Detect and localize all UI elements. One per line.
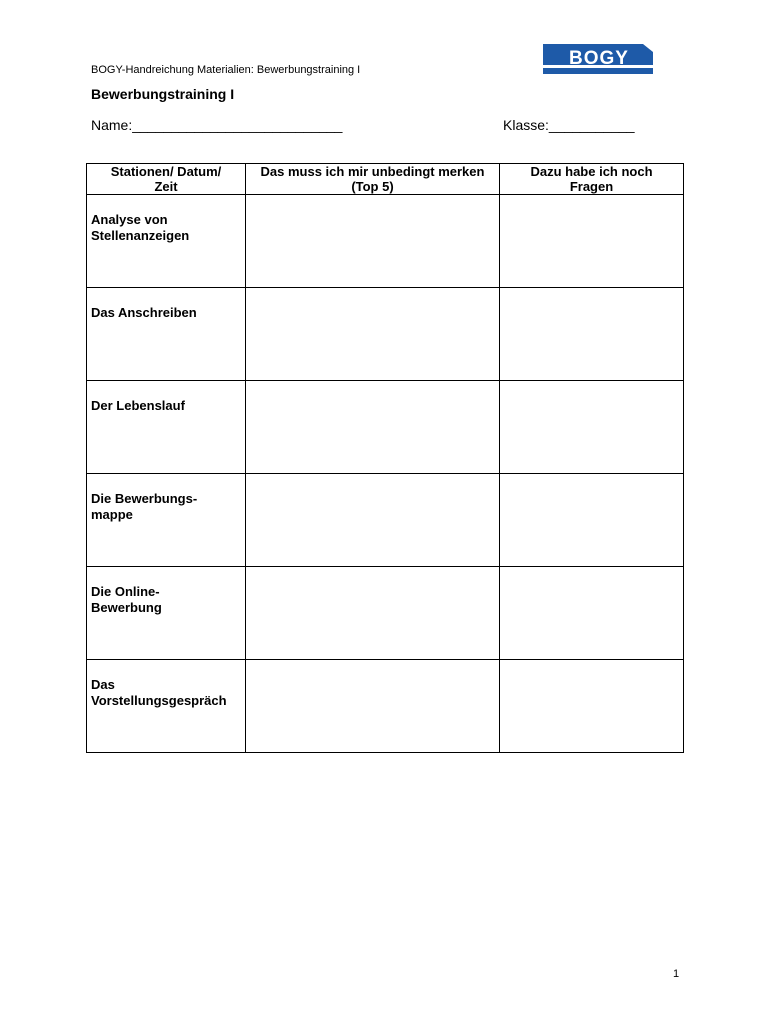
table-header-row xyxy=(87,164,684,195)
table-row xyxy=(87,567,684,660)
page-number: 1 xyxy=(673,968,680,980)
notes-cell xyxy=(246,567,500,660)
notes-cell xyxy=(246,195,500,288)
name-field: Name:___________________________ xyxy=(91,117,343,133)
document-title: Bewerbungstraining I xyxy=(91,86,235,102)
station-label: Das Anschreiben xyxy=(91,305,197,320)
table-row xyxy=(87,288,684,381)
station-label: Die Online- Bewerbung xyxy=(91,584,162,615)
questions-cell xyxy=(500,567,684,660)
stations-table xyxy=(86,163,684,753)
station-cell xyxy=(87,474,246,567)
station-label: Der Lebenslauf xyxy=(91,398,185,413)
table-row xyxy=(87,660,684,753)
notes-cell xyxy=(246,288,500,381)
class-field: Klasse:___________ xyxy=(503,117,635,133)
questions-cell xyxy=(500,474,684,567)
station-cell xyxy=(87,660,246,753)
questions-cell xyxy=(500,381,684,474)
station-cell xyxy=(87,381,246,474)
column-header-questions: Dazu habe ich noch Fragen xyxy=(500,164,684,195)
notes-cell xyxy=(246,381,500,474)
table-row xyxy=(87,381,684,474)
bogy-logo xyxy=(543,44,653,74)
notes-cell xyxy=(246,474,500,567)
station-cell xyxy=(87,567,246,660)
station-label: Die Bewerbungs- mappe xyxy=(91,491,198,522)
logo-text: BOGY xyxy=(569,48,629,69)
table-row xyxy=(87,195,684,288)
questions-cell xyxy=(500,660,684,753)
notes-cell xyxy=(246,660,500,753)
running-header: BOGY-Handreichung Materialien: Bewerbungstraining I xyxy=(91,64,361,76)
questions-cell xyxy=(500,195,684,288)
column-header-notes: Das muss ich mir unbedingt merken (Top 5) xyxy=(246,164,500,195)
column-header-stations: Stationen/ Datum/ Zeit xyxy=(87,164,246,195)
station-cell xyxy=(87,195,246,288)
questions-cell xyxy=(500,288,684,381)
station-label: Analyse von Stellenanzeigen xyxy=(91,212,190,243)
station-label: Das Vorstellungsgespräch xyxy=(91,677,227,708)
table-row xyxy=(87,474,684,567)
station-cell xyxy=(87,288,246,381)
